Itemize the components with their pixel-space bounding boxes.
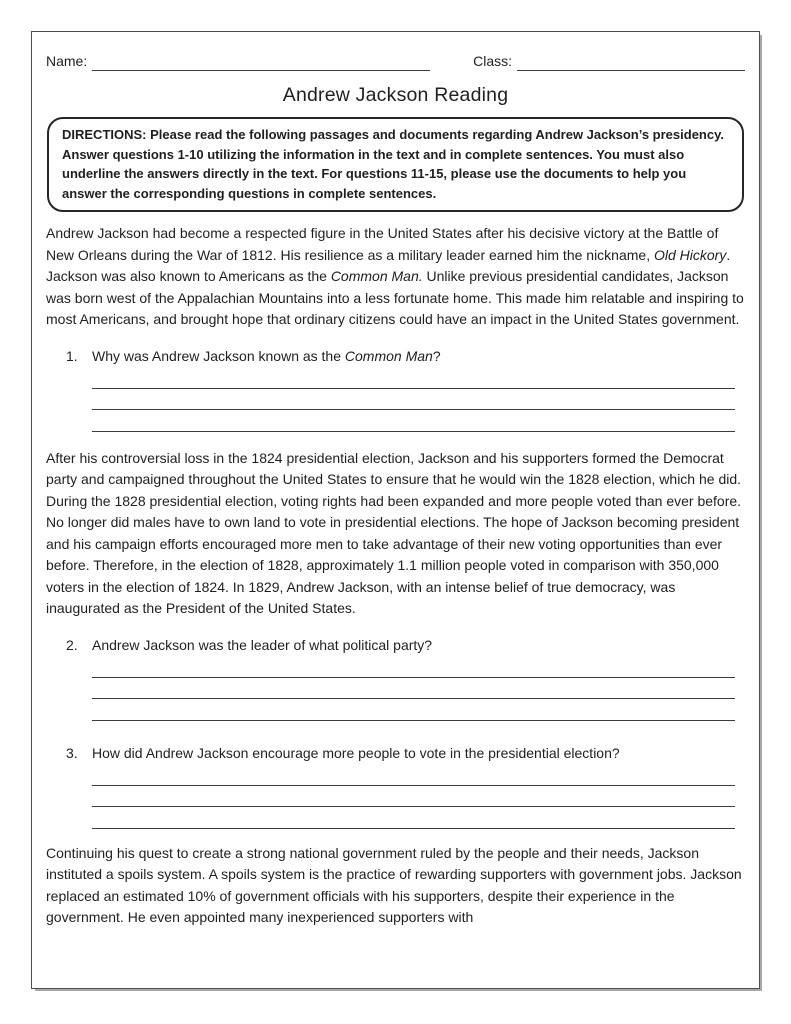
answer-blank-line[interactable] <box>92 699 735 721</box>
question-1-text <box>92 346 745 368</box>
answer-blank-line[interactable] <box>92 367 735 389</box>
directions-text: DIRECTIONS: Please read the following passages and documents regarding Andrew Jackson’s presidency. Answer questions 1-10 utilizing the information in the text and in complete sentences. You must also underline the answers directly in the text. For questions 11-15, please use the documents to help you answer the corresponding questions in complete sentences. <box>62 127 724 201</box>
question-1-number: 1. <box>66 347 78 364</box>
text-segment: . Jackson was also known to Americans as the <box>46 246 731 284</box>
question-2-number: 2. <box>66 636 78 653</box>
text-segment: After his controversial loss in the 1824 presidential election, Jackson and his supporters formed the Democrat party and campaigned throughout the United States to ensure that he would win the 1828 election, which he did. During the 1828 presidential election, voting rights had been expanded and more people voted than ever before. No longer did males have to own land to vote in presidential elections. The hope of Jackson becoming president and his campaign efforts encouraged more men to take advantage of their new voting opportunities than ever before. Therefore, in the election of 1828, approximately 1.1 million people voted in comparison with 350,000 voters in the election of 1824. In 1829, Andrew Jackson, with an intense belief of true democracy, was inaugurated as the President of the United States. <box>46 449 742 616</box>
name-field <box>46 52 430 71</box>
text-segment: Unlike previous presidential candidates, Jackson was born west of the Appalachian Mountains into a less fortunate home. This made him relatable and inspiring to most Americans, and brought hope that ordinary citizens could have an impact in the United States government. <box>46 268 744 327</box>
name-blank-line[interactable] <box>92 54 430 71</box>
worksheet-page <box>31 31 760 989</box>
answer-blank-line[interactable] <box>92 656 735 678</box>
passage-paragraph-3 <box>46 843 745 929</box>
question-2-row <box>66 635 745 657</box>
question-1 <box>66 346 745 432</box>
text-segment: Andrew Jackson had become a respected figure in the United States after his decisive victory at the Battle of New Orleans during the War of 1812. His resilience as a military leader earned him the nickname, <box>46 225 719 263</box>
question-1-answer-lines <box>92 367 735 432</box>
name-label: Name: <box>46 53 88 69</box>
question-2 <box>66 635 745 721</box>
directions-box <box>47 117 744 212</box>
page-title: Andrew Jackson Reading <box>282 84 509 106</box>
passage-paragraph-2 <box>46 448 745 620</box>
italic-text-segment: Common Man. <box>330 268 423 284</box>
question-2-text <box>92 635 745 657</box>
question-3-text <box>92 743 745 765</box>
italic-text-segment: Old Hickory <box>653 246 727 263</box>
passage-paragraph-1 <box>46 223 745 331</box>
text-segment: Why was Andrew Jackson known as the <box>92 347 345 364</box>
text-segment: Andrew Jackson was the leader of what political party? <box>92 636 433 653</box>
answer-blank-line[interactable] <box>92 764 735 786</box>
answer-blank-line[interactable] <box>92 807 735 829</box>
question-1-row <box>66 346 745 368</box>
question-3-number: 3. <box>66 744 78 761</box>
question-3 <box>66 743 745 829</box>
class-label: Class: <box>473 53 512 69</box>
answer-blank-line[interactable] <box>92 389 735 411</box>
question-2-answer-lines <box>92 656 735 721</box>
answer-blank-line[interactable] <box>92 410 735 432</box>
header-row <box>46 52 745 71</box>
text-segment: How did Andrew Jackson encourage more people to vote in the presidential election? <box>92 744 620 761</box>
answer-blank-line[interactable] <box>92 678 735 700</box>
class-field <box>473 52 745 71</box>
class-blank-line[interactable] <box>517 54 745 71</box>
question-3-answer-lines <box>92 764 735 829</box>
answer-blank-line[interactable] <box>92 786 735 808</box>
question-3-row <box>66 743 745 765</box>
italic-text-segment: Common Man <box>344 347 433 364</box>
text-segment: ? <box>432 347 441 364</box>
text-segment: Continuing his quest to create a strong national government ruled by the people and their needs, Jackson instituted a spoils system. A spoils system is the practice of rewarding supporters with government jobs. Jackson replaced an estimated 10% of government officials with his supporters, despite their experience in the government. He even appointed many inexperienced supporters with <box>46 844 742 925</box>
